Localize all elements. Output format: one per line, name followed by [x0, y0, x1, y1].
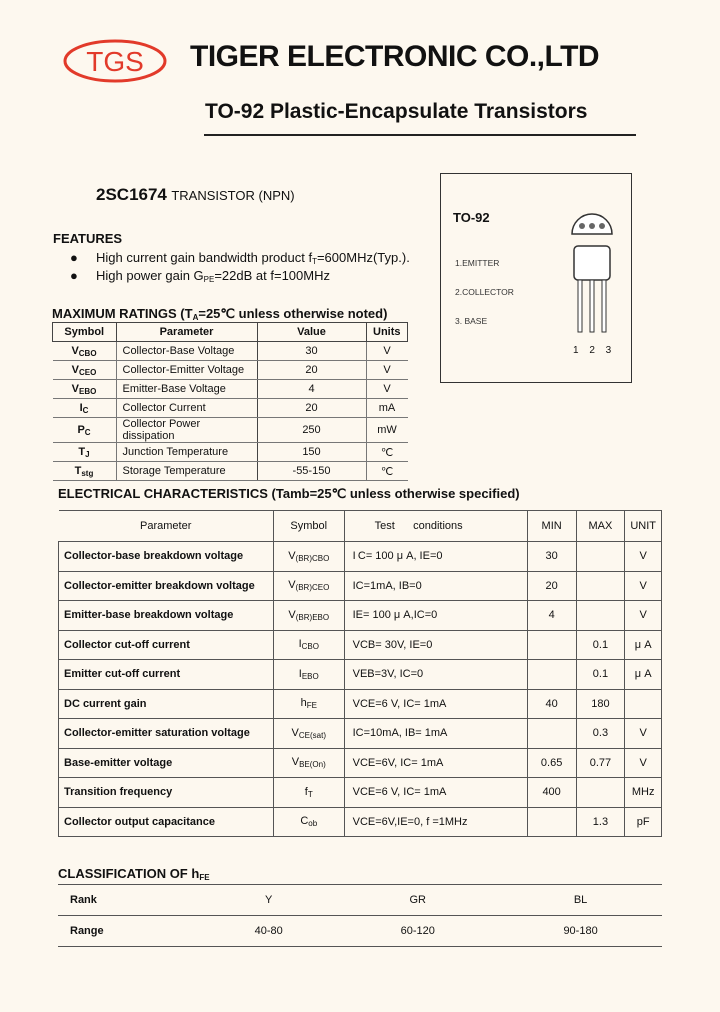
symbol-cell: $I_{EBO}$	[273, 660, 344, 690]
table-row	[59, 778, 662, 808]
parameter-cell: Emitter-Base Voltage	[116, 380, 257, 399]
subtitle-divider	[204, 134, 636, 136]
symbol-cell: $f_T$	[273, 778, 344, 808]
unit-cell: V	[366, 380, 408, 399]
symbol-cell: $P_C$	[53, 418, 117, 443]
unit-cell: ℃	[366, 443, 408, 462]
symbol-cell: $V_{(BR)CEO}$	[273, 571, 344, 601]
unit-cell: V	[366, 361, 408, 380]
column-header: MAX	[576, 511, 625, 542]
table-header-row	[59, 511, 662, 542]
max-cell: 0.1	[576, 660, 625, 690]
symbol-cell: $I_C$	[53, 399, 117, 418]
max-cell: 0.77	[576, 748, 625, 778]
min-cell	[527, 719, 576, 749]
unit-cell: MHz	[625, 778, 662, 808]
condition-cell: VCE=6V,IE=0, f =1MHz	[344, 807, 527, 837]
rank-row	[58, 885, 662, 916]
column-header: Parameter	[59, 511, 274, 542]
table-row	[59, 542, 662, 572]
range-cell: 90-180	[499, 916, 662, 947]
unit-cell: V	[625, 542, 662, 572]
symbol-cell: $V_{(BR)EBO}$	[273, 601, 344, 631]
logo-text: TGS	[86, 46, 144, 77]
parameter-cell: Collector Power dissipation	[116, 418, 257, 443]
condition-cell: VCE=6 V, IC= 1mA	[344, 778, 527, 808]
max-cell: 0.1	[576, 630, 625, 660]
table-row	[53, 462, 408, 481]
symbol-cell: $V_{(BR)CBO}$	[273, 542, 344, 572]
part-heading	[96, 185, 295, 205]
column-header: Parameter	[116, 323, 257, 342]
classification-table	[58, 884, 662, 947]
parameter-cell: Collector Current	[116, 399, 257, 418]
column-header: Symbol	[273, 511, 344, 542]
max-cell	[576, 542, 625, 572]
max-cell	[576, 571, 625, 601]
value-cell: 20	[257, 399, 366, 418]
part-number: 2SC1674	[96, 185, 167, 204]
pin-label-base: 3. BASE	[455, 316, 488, 326]
value-cell: 150	[257, 443, 366, 462]
max-cell	[576, 601, 625, 631]
table-row	[59, 601, 662, 631]
features-heading: FEATURES	[53, 231, 123, 246]
parameter-cell: Collector-emitter breakdown voltage	[59, 571, 274, 601]
max-cell	[576, 778, 625, 808]
min-cell: 400	[527, 778, 576, 808]
symbol-cell: $V_{EBO}$	[53, 380, 117, 399]
to92-package-drawing	[563, 196, 621, 336]
symbol-cell: $V_{CE(sat)}$	[273, 719, 344, 749]
unit-cell: V	[366, 342, 408, 361]
parameter-cell: Collector output capacitance	[59, 807, 274, 837]
unit-cell: V	[625, 601, 662, 631]
min-cell	[527, 660, 576, 690]
table-row	[53, 443, 408, 462]
package-diagram-box	[440, 173, 632, 383]
value-cell: 4	[257, 380, 366, 399]
range-label: Range	[58, 916, 201, 947]
min-cell: 0.65	[527, 748, 576, 778]
condition-cell: VCE=6V, IC= 1mA	[344, 748, 527, 778]
table-row	[53, 380, 408, 399]
min-cell: 40	[527, 689, 576, 719]
rank-cell: BL	[499, 885, 662, 916]
table-row	[59, 689, 662, 719]
unit-cell: V	[625, 748, 662, 778]
value-cell: 250	[257, 418, 366, 443]
table-row	[53, 361, 408, 380]
range-row	[58, 916, 662, 947]
symbol-cell: $V_{CBO}$	[53, 342, 117, 361]
symbol-cell: $T_{stg}$	[53, 462, 117, 481]
condition-cell: I C= 100 μ A, IE=0	[344, 542, 527, 572]
table-row	[59, 630, 662, 660]
table-row	[53, 418, 408, 443]
unit-cell: mA	[366, 399, 408, 418]
symbol-cell: $I_{CBO}$	[273, 630, 344, 660]
parameter-cell: Collector-Base Voltage	[116, 342, 257, 361]
condition-cell: IC=1mA, IB=0	[344, 571, 527, 601]
condition-cell: IC=10mA, IB= 1mA	[344, 719, 527, 749]
unit-cell: μ A	[625, 660, 662, 690]
bullet-icon: ●	[70, 268, 78, 283]
table-row	[59, 719, 662, 749]
table-header-row	[53, 323, 408, 342]
symbol-cell: $V_{CEO}$	[53, 361, 117, 380]
electrical-table	[58, 510, 662, 837]
column-header: Units	[366, 323, 408, 342]
max-cell: 180	[576, 689, 625, 719]
company-name: TIGER ELECTRONIC CO.,LTD	[190, 40, 600, 73]
table-row	[59, 571, 662, 601]
parameter-cell: Collector-emitter saturation voltage	[59, 719, 274, 749]
column-header: Symbol	[53, 323, 117, 342]
table-row	[59, 807, 662, 837]
feature-item: ● High current gain bandwidth product $f_T=600MHz(Typ.)$.	[70, 250, 410, 266]
min-cell	[527, 807, 576, 837]
min-cell: 20	[527, 571, 576, 601]
min-cell: 4	[527, 601, 576, 631]
parameter-cell: Emitter cut-off current	[59, 660, 274, 690]
parameter-cell: Junction Temperature	[116, 443, 257, 462]
parameter-cell: Collector-base breakdown voltage	[59, 542, 274, 572]
table-row	[59, 660, 662, 690]
symbol-cell: $T_J$	[53, 443, 117, 462]
symbol-cell: $V_{BE(On)}$	[273, 748, 344, 778]
condition-cell: IE= 100 μ A,IC=0	[344, 601, 527, 631]
max-ratings-heading: MAXIMUM RATINGS ($T_A=25℃$ unless otherwise noted)	[52, 306, 388, 322]
parameter-cell: DC current gain	[59, 689, 274, 719]
unit-cell: pF	[625, 807, 662, 837]
range-cell: 60-120	[336, 916, 499, 947]
parameter-cell: Emitter-base breakdown voltage	[59, 601, 274, 631]
value-cell: 20	[257, 361, 366, 380]
unit-cell	[625, 689, 662, 719]
value-cell: -55-150	[257, 462, 366, 481]
parameter-cell: Collector cut-off current	[59, 630, 274, 660]
range-cell: 40-80	[201, 916, 336, 947]
table-row	[59, 748, 662, 778]
part-description: TRANSISTOR (NPN)	[171, 188, 295, 203]
condition-cell: VEB=3V, IC=0	[344, 660, 527, 690]
unit-cell: ℃	[366, 462, 408, 481]
symbol-cell: $C_{ob}$	[273, 807, 344, 837]
document-subtitle: TO-92 Plastic-Encapsulate Transistors	[205, 100, 588, 123]
column-header: UNIT	[625, 511, 662, 542]
package-title: TO-92	[453, 210, 490, 225]
condition-cell: VCB= 30V, IE=0	[344, 630, 527, 660]
pin-numbers: 1 2 3	[573, 345, 616, 356]
column-header: MIN	[527, 511, 576, 542]
rank-label: Rank	[58, 885, 201, 916]
condition-cell: VCE=6 V, IC= 1mA	[344, 689, 527, 719]
pin-label-emitter: 1.EMITTER	[455, 258, 500, 268]
max-cell: 1.3	[576, 807, 625, 837]
unit-cell: V	[625, 571, 662, 601]
parameter-cell: Storage Temperature	[116, 462, 257, 481]
unit-cell: mW	[366, 418, 408, 443]
max-cell: 0.3	[576, 719, 625, 749]
rank-cell: Y	[201, 885, 336, 916]
feature-item: ● High power gain $G_{PE}=22dB$ at f=100MHz	[70, 268, 330, 284]
min-cell: 30	[527, 542, 576, 572]
column-header: Value	[257, 323, 366, 342]
parameter-cell: Transition frequency	[59, 778, 274, 808]
unit-cell: μ A	[625, 630, 662, 660]
company-logo	[62, 38, 168, 84]
value-cell: 30	[257, 342, 366, 361]
min-cell	[527, 630, 576, 660]
classification-heading: CLASSIFICATION OF $h_{FE}$	[58, 866, 210, 882]
rank-cell: GR	[336, 885, 499, 916]
column-header: Test conditions	[344, 511, 527, 542]
pin-label-collector: 2.COLLECTOR	[455, 287, 514, 297]
max-ratings-table	[52, 322, 408, 481]
bullet-icon: ●	[70, 250, 78, 265]
parameter-cell: Collector-Emitter Voltage	[116, 361, 257, 380]
unit-cell: V	[625, 719, 662, 749]
table-row	[53, 399, 408, 418]
electrical-heading: ELECTRICAL CHARACTERISTICS (Tamb=25℃ unless otherwise specified)	[58, 486, 520, 501]
symbol-cell: $h_{FE}$	[273, 689, 344, 719]
table-row	[53, 342, 408, 361]
parameter-cell: Base-emitter voltage	[59, 748, 274, 778]
